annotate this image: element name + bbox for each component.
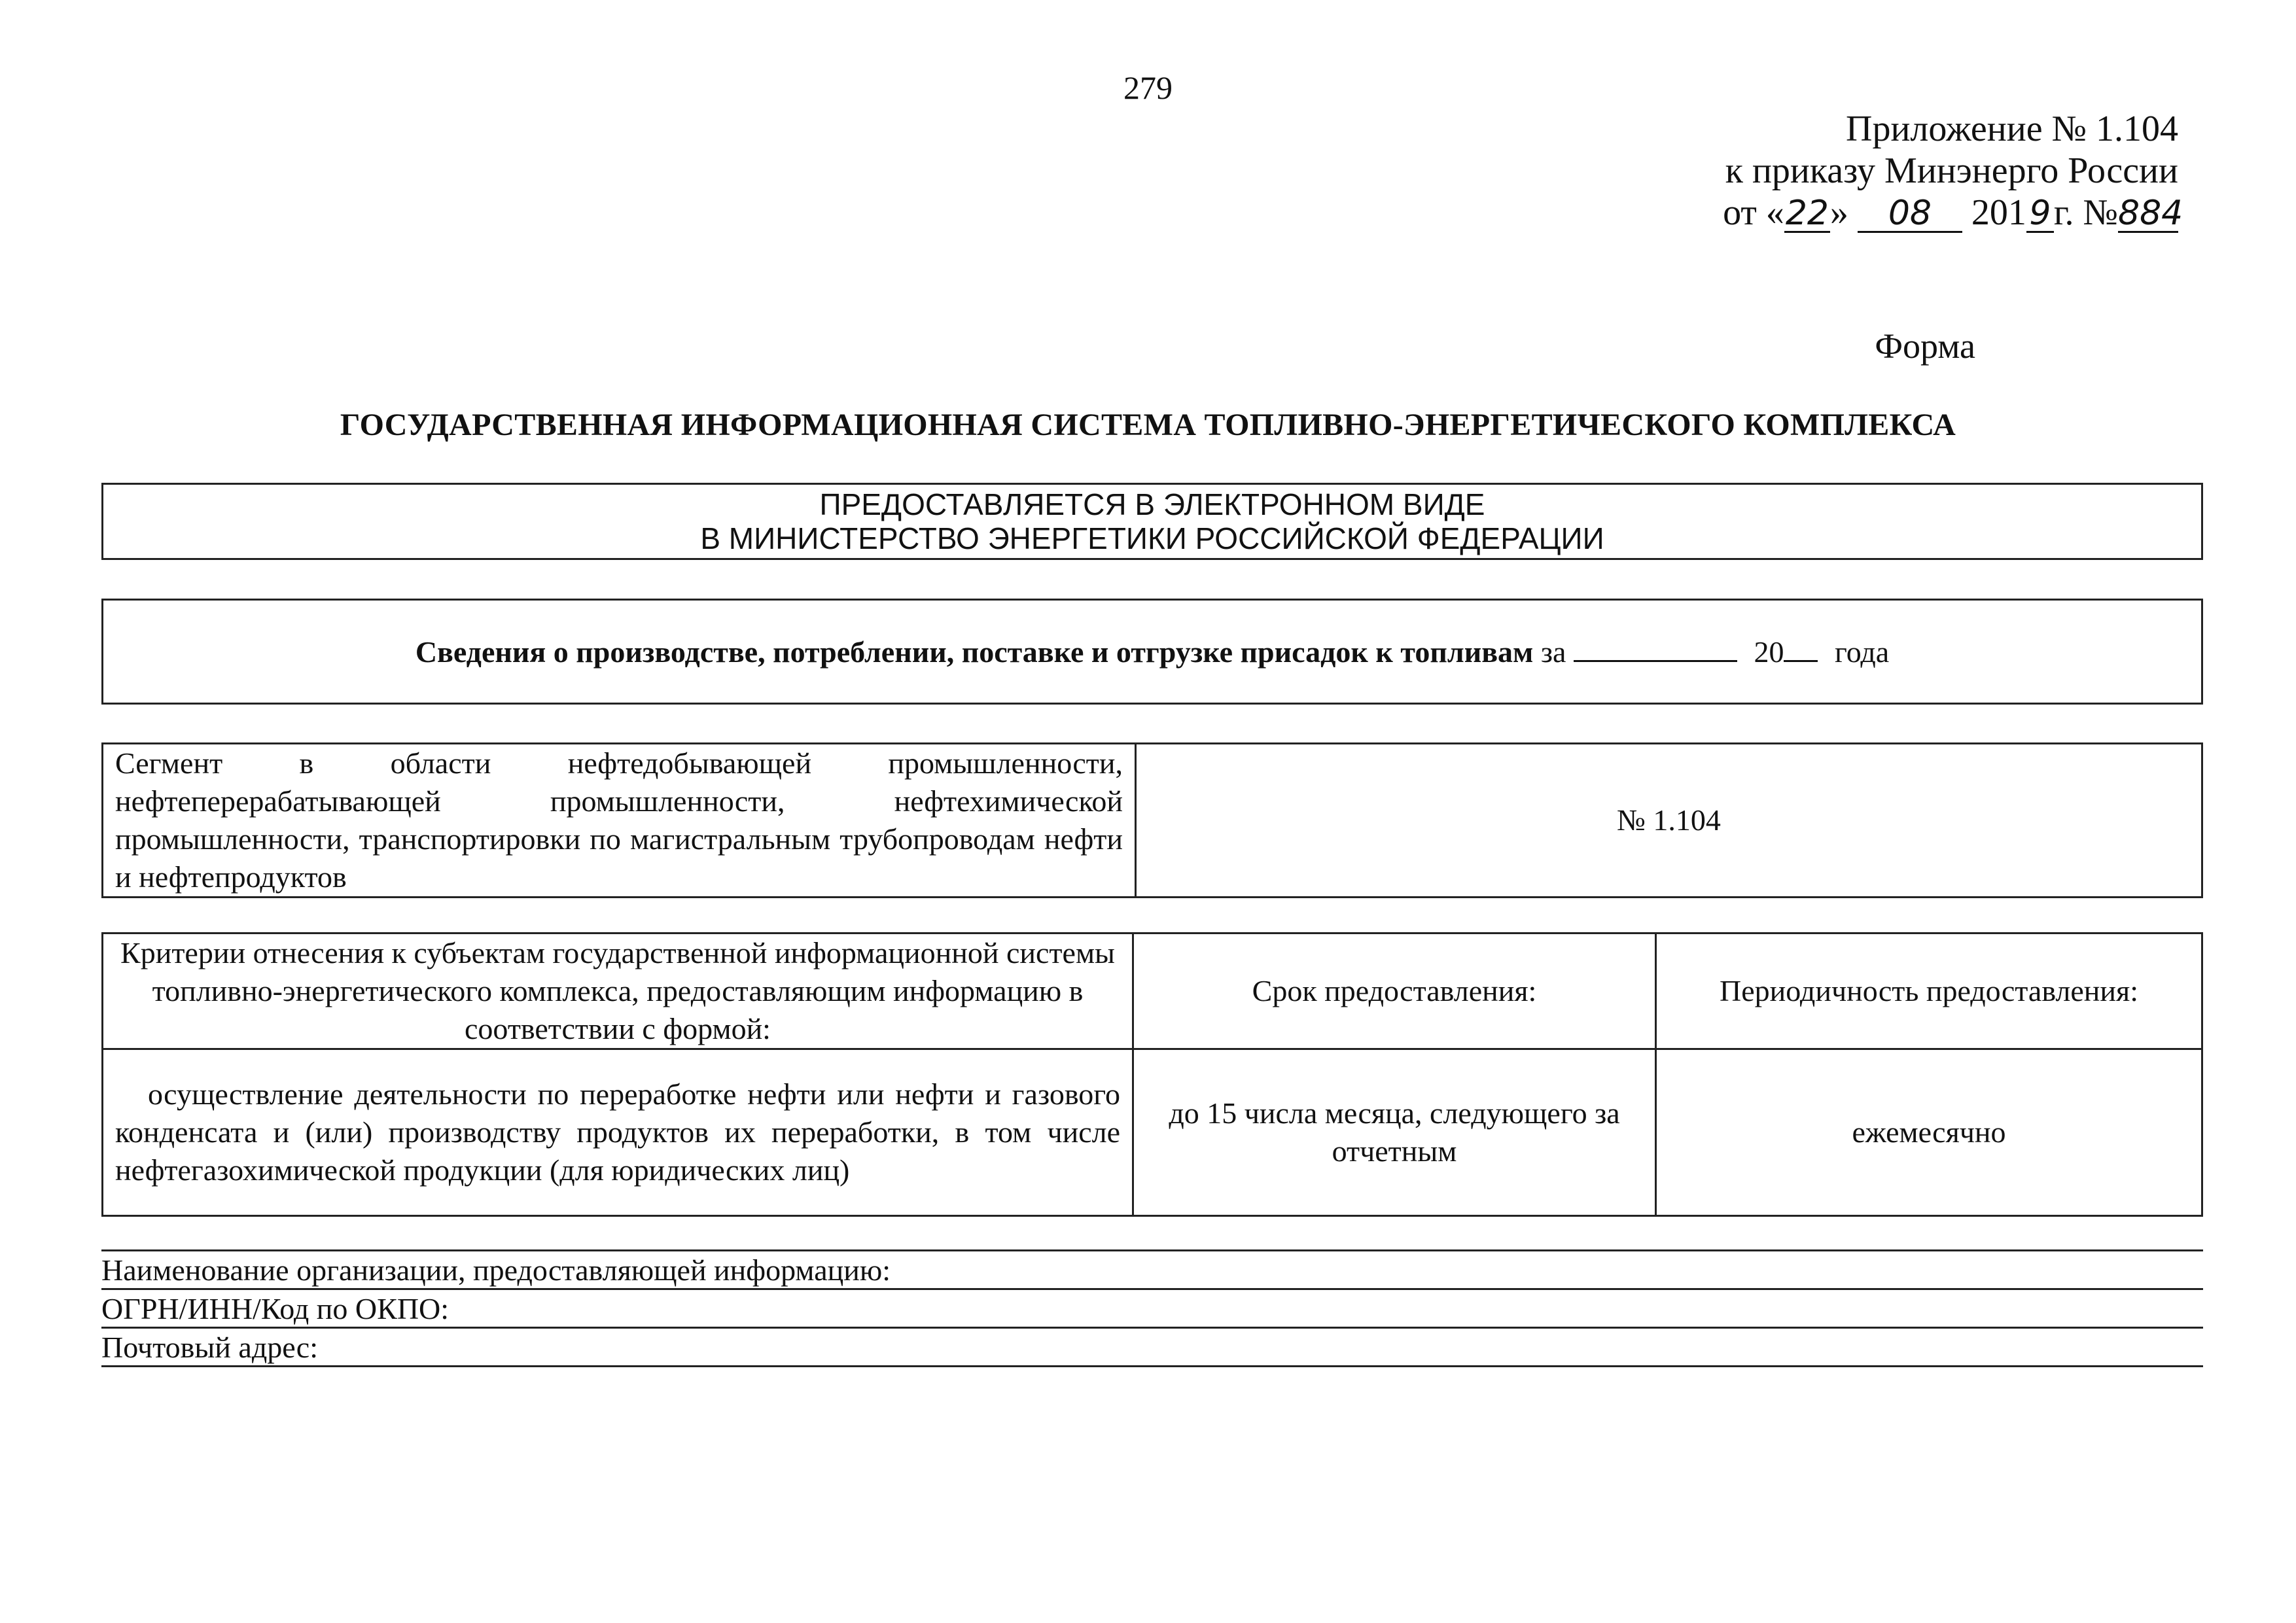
year-word: года xyxy=(1834,635,1890,669)
provided-line-1: ПРЕДОСТАВЛЯЕТСЯ В ЭЛЕКТРОННОМ ВИДЕ xyxy=(819,487,1485,521)
form-label: Форма xyxy=(1875,326,1975,366)
handwritten-month: 08 xyxy=(1858,196,1962,233)
handwritten-day: 22 xyxy=(1785,194,1829,233)
provided-line-2: В МИНИСТЕРСТВО ЭНЕРГЕТИКИ РОССИЙСКОЙ ФЕДЕРАЦИИ xyxy=(700,521,1604,555)
period-blank xyxy=(1574,634,1737,662)
appendix-date-line xyxy=(1723,192,2183,234)
provided-electronically-box xyxy=(101,483,2203,560)
frequency-value: ежемесячно xyxy=(1656,1049,2202,1216)
appendix-title: Приложение № 1.104 xyxy=(1846,109,2178,149)
handwritten-year-digit: 9 xyxy=(2026,196,2054,233)
year-blank xyxy=(1784,634,1818,662)
organization-fields xyxy=(101,1249,2203,1367)
form-number: № 1.104 xyxy=(1136,744,2202,898)
appendix-header xyxy=(1723,108,2183,234)
deadline-value: до 15 числа месяца, следующего за отчетным xyxy=(1133,1049,1656,1216)
report-title: Сведения о производстве, потреблении, поставке и отгрузке присадок к топливам xyxy=(415,635,1534,669)
postal-address-field: Почтовый адрес: xyxy=(101,1327,2203,1367)
handwritten-order-number: 884 xyxy=(2118,194,2183,233)
deadline-header: Срок предоставления: xyxy=(1133,934,1656,1049)
criteria-value: осуществление деятельности по переработке нефти или нефти и газового конденсата и (или) производству продуктов их переработки, в том числе нефтегазохимической продукции (для юридических лиц) xyxy=(103,1049,1133,1216)
segment-description: Сегмент в области нефтедобывающей промышленности, нефтеперерабатывающей промышленности, нефтехимической промышленности, транспортировки по магистральным трубопроводам нефти и нефтепродуктов xyxy=(103,744,1136,898)
criteria-table xyxy=(101,932,2203,1217)
org-name-field: Наименование организации, предоставляющей информацию: xyxy=(101,1249,2203,1288)
date-prefix: от « xyxy=(1723,192,1784,233)
year-prefix-20: 20 xyxy=(1754,635,1784,669)
report-title-box xyxy=(101,599,2203,705)
order-number-label: г. № xyxy=(2053,192,2118,233)
period-for-word: за xyxy=(1540,635,1566,669)
year-prefix: 201 xyxy=(1971,192,2026,233)
system-title: ГОСУДАРСТВЕННАЯ ИНФОРМАЦИОННАЯ СИСТЕМА ТОПЛИВНО-ЭНЕРГЕТИЧЕСКОГО КОМПЛЕКСА xyxy=(340,408,1956,442)
page-number: 279 xyxy=(1123,69,1173,106)
ogrn-inn-okpo-field: ОГРН/ИНН/Код по ОКПО: xyxy=(101,1288,2203,1327)
frequency-header: Периодичность предоставления: xyxy=(1656,934,2202,1049)
segment-table xyxy=(101,742,2203,898)
appendix-order-ref: к приказу Минэнерго России xyxy=(1725,150,2178,191)
criteria-header: Критерии отнесения к субъектам государственной информационной системы топливно-энергетического комплекса, предоставляющим информацию в соответствии с формой: xyxy=(103,934,1133,1049)
quote-close: » xyxy=(1829,192,1848,233)
